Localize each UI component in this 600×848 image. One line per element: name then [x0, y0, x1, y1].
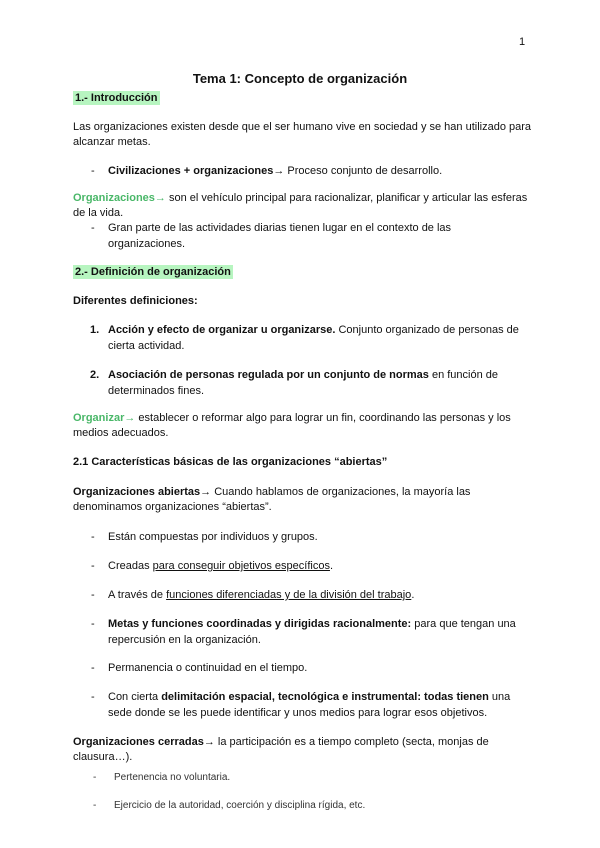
paragraph-text: establecer o reformar algo para lograr un fin, coordinando las personas y los medios adecuados. [73, 412, 511, 439]
list-marker: - [91, 560, 95, 572]
list-marker: - [91, 662, 95, 674]
underlined-text: funciones diferenciadas y de la división del trabajo [166, 589, 412, 601]
list-text: Están compuestas por individuos y grupos. [108, 531, 318, 543]
list-text: Permanencia o continuidad en el tiempo. [108, 662, 308, 674]
paragraph-text: Cuando hablamos de organizaciones, la mayoría las denominamos organizaciones “abiertas”. [73, 486, 471, 513]
list-text: Pertenencia no voluntaria. [114, 772, 231, 783]
list-marker: - [93, 772, 97, 783]
list-item [93, 798, 533, 814]
page-title: Tema 1: Concepto de organización [192, 71, 408, 86]
arrow: → [273, 165, 285, 177]
paragraph-cerradas [73, 735, 533, 765]
list-item [91, 616, 531, 648]
paragraph-intro: Las organizaciones existen desde que el ser humano vive en sociedad y se han utilizado para alcanzar metas. [73, 121, 532, 148]
list-item [91, 587, 531, 603]
list-item [91, 220, 531, 252]
list-marker: - [91, 618, 95, 630]
list-text: Proceso conjunto de desarrollo. [284, 165, 443, 177]
page-number: 1 [519, 36, 526, 48]
list-text: . [411, 589, 415, 601]
bold-term: Metas y funciones coordinadas y dirigidas racionalmente: [108, 618, 412, 630]
arrow: → [124, 412, 136, 424]
arrow: → [154, 192, 166, 204]
bold-term: delimitación espacial, tecnológica e instrumental: [161, 691, 421, 703]
list-marker: - [93, 800, 97, 811]
list-marker: - [91, 691, 95, 703]
paragraph-abiertas [73, 485, 533, 515]
list-text: Conjunto organizado de personas de cierta actividad. [108, 324, 519, 352]
subheading-definiciones: Diferentes definiciones: [73, 295, 198, 307]
list-text: . [329, 560, 334, 572]
list-number: 1. [90, 324, 100, 336]
list-text: una sede donde se les puede identificar y unos medios para lograr esos objetivos. [108, 691, 511, 719]
underlined-text: para conseguir objetivos específicos [152, 560, 330, 572]
list-text: Gran parte de las actividades diarias tienen lugar en el contexto de las organizaciones. [108, 222, 452, 250]
list-item [91, 689, 531, 721]
list-item [91, 163, 531, 179]
arrow: → [200, 486, 212, 498]
list-marker: - [91, 531, 95, 543]
list-marker: - [91, 222, 95, 234]
bold-term: Acción y efecto de organizar u organizarse. [108, 324, 336, 336]
list-text: Creadas [108, 560, 153, 572]
list-marker: - [91, 589, 95, 601]
bold-term: Asociación de personas regulada por un conjunto de normas [108, 369, 429, 381]
list-item [91, 660, 531, 676]
bold-term: Organizaciones cerradas [73, 736, 204, 748]
list-item [93, 770, 533, 786]
list-text: A través de [108, 589, 167, 601]
section-heading-text: 2.- Definición de organización [75, 266, 231, 278]
paragraph-text: son el vehículo principal para racionalizar, planificar y articular las esferas de la vida. [73, 192, 528, 219]
subsection-heading: 2.1 Características básicas de las organizaciones “abiertas” [73, 456, 388, 468]
section-heading-text: 1.- Introducción [75, 92, 158, 104]
paragraph-organizaciones [73, 191, 533, 221]
list-text: Ejercicio de la autoridad, coerción y disciplina rígida, etc. [114, 800, 366, 811]
paragraph-organizar [73, 411, 533, 441]
green-term: Organizar [73, 412, 125, 424]
section-heading-introduccion [73, 91, 533, 106]
section-heading-definicion [73, 265, 533, 280]
list-item [91, 529, 531, 545]
bold-term: Organizaciones abiertas [73, 486, 201, 498]
list-number: 2. [90, 369, 100, 381]
bold-term: Civilizaciones + organizaciones [108, 165, 274, 177]
list-marker: - [91, 165, 95, 177]
numbered-item [90, 367, 530, 399]
list-text: Con cierta [108, 691, 162, 703]
arrow: → [203, 736, 215, 748]
numbered-item [90, 322, 530, 354]
green-term: Organizaciones [73, 192, 155, 204]
paragraph-text: la participación es a tiempo completo (secta, monjas de clausura…). [73, 736, 489, 763]
list-text: para que tengan una repercusión en la organización. [108, 618, 516, 646]
list-text: en función de determinados fines. [108, 369, 499, 397]
bold-term: todas tienen [421, 691, 489, 703]
list-item [91, 558, 531, 574]
